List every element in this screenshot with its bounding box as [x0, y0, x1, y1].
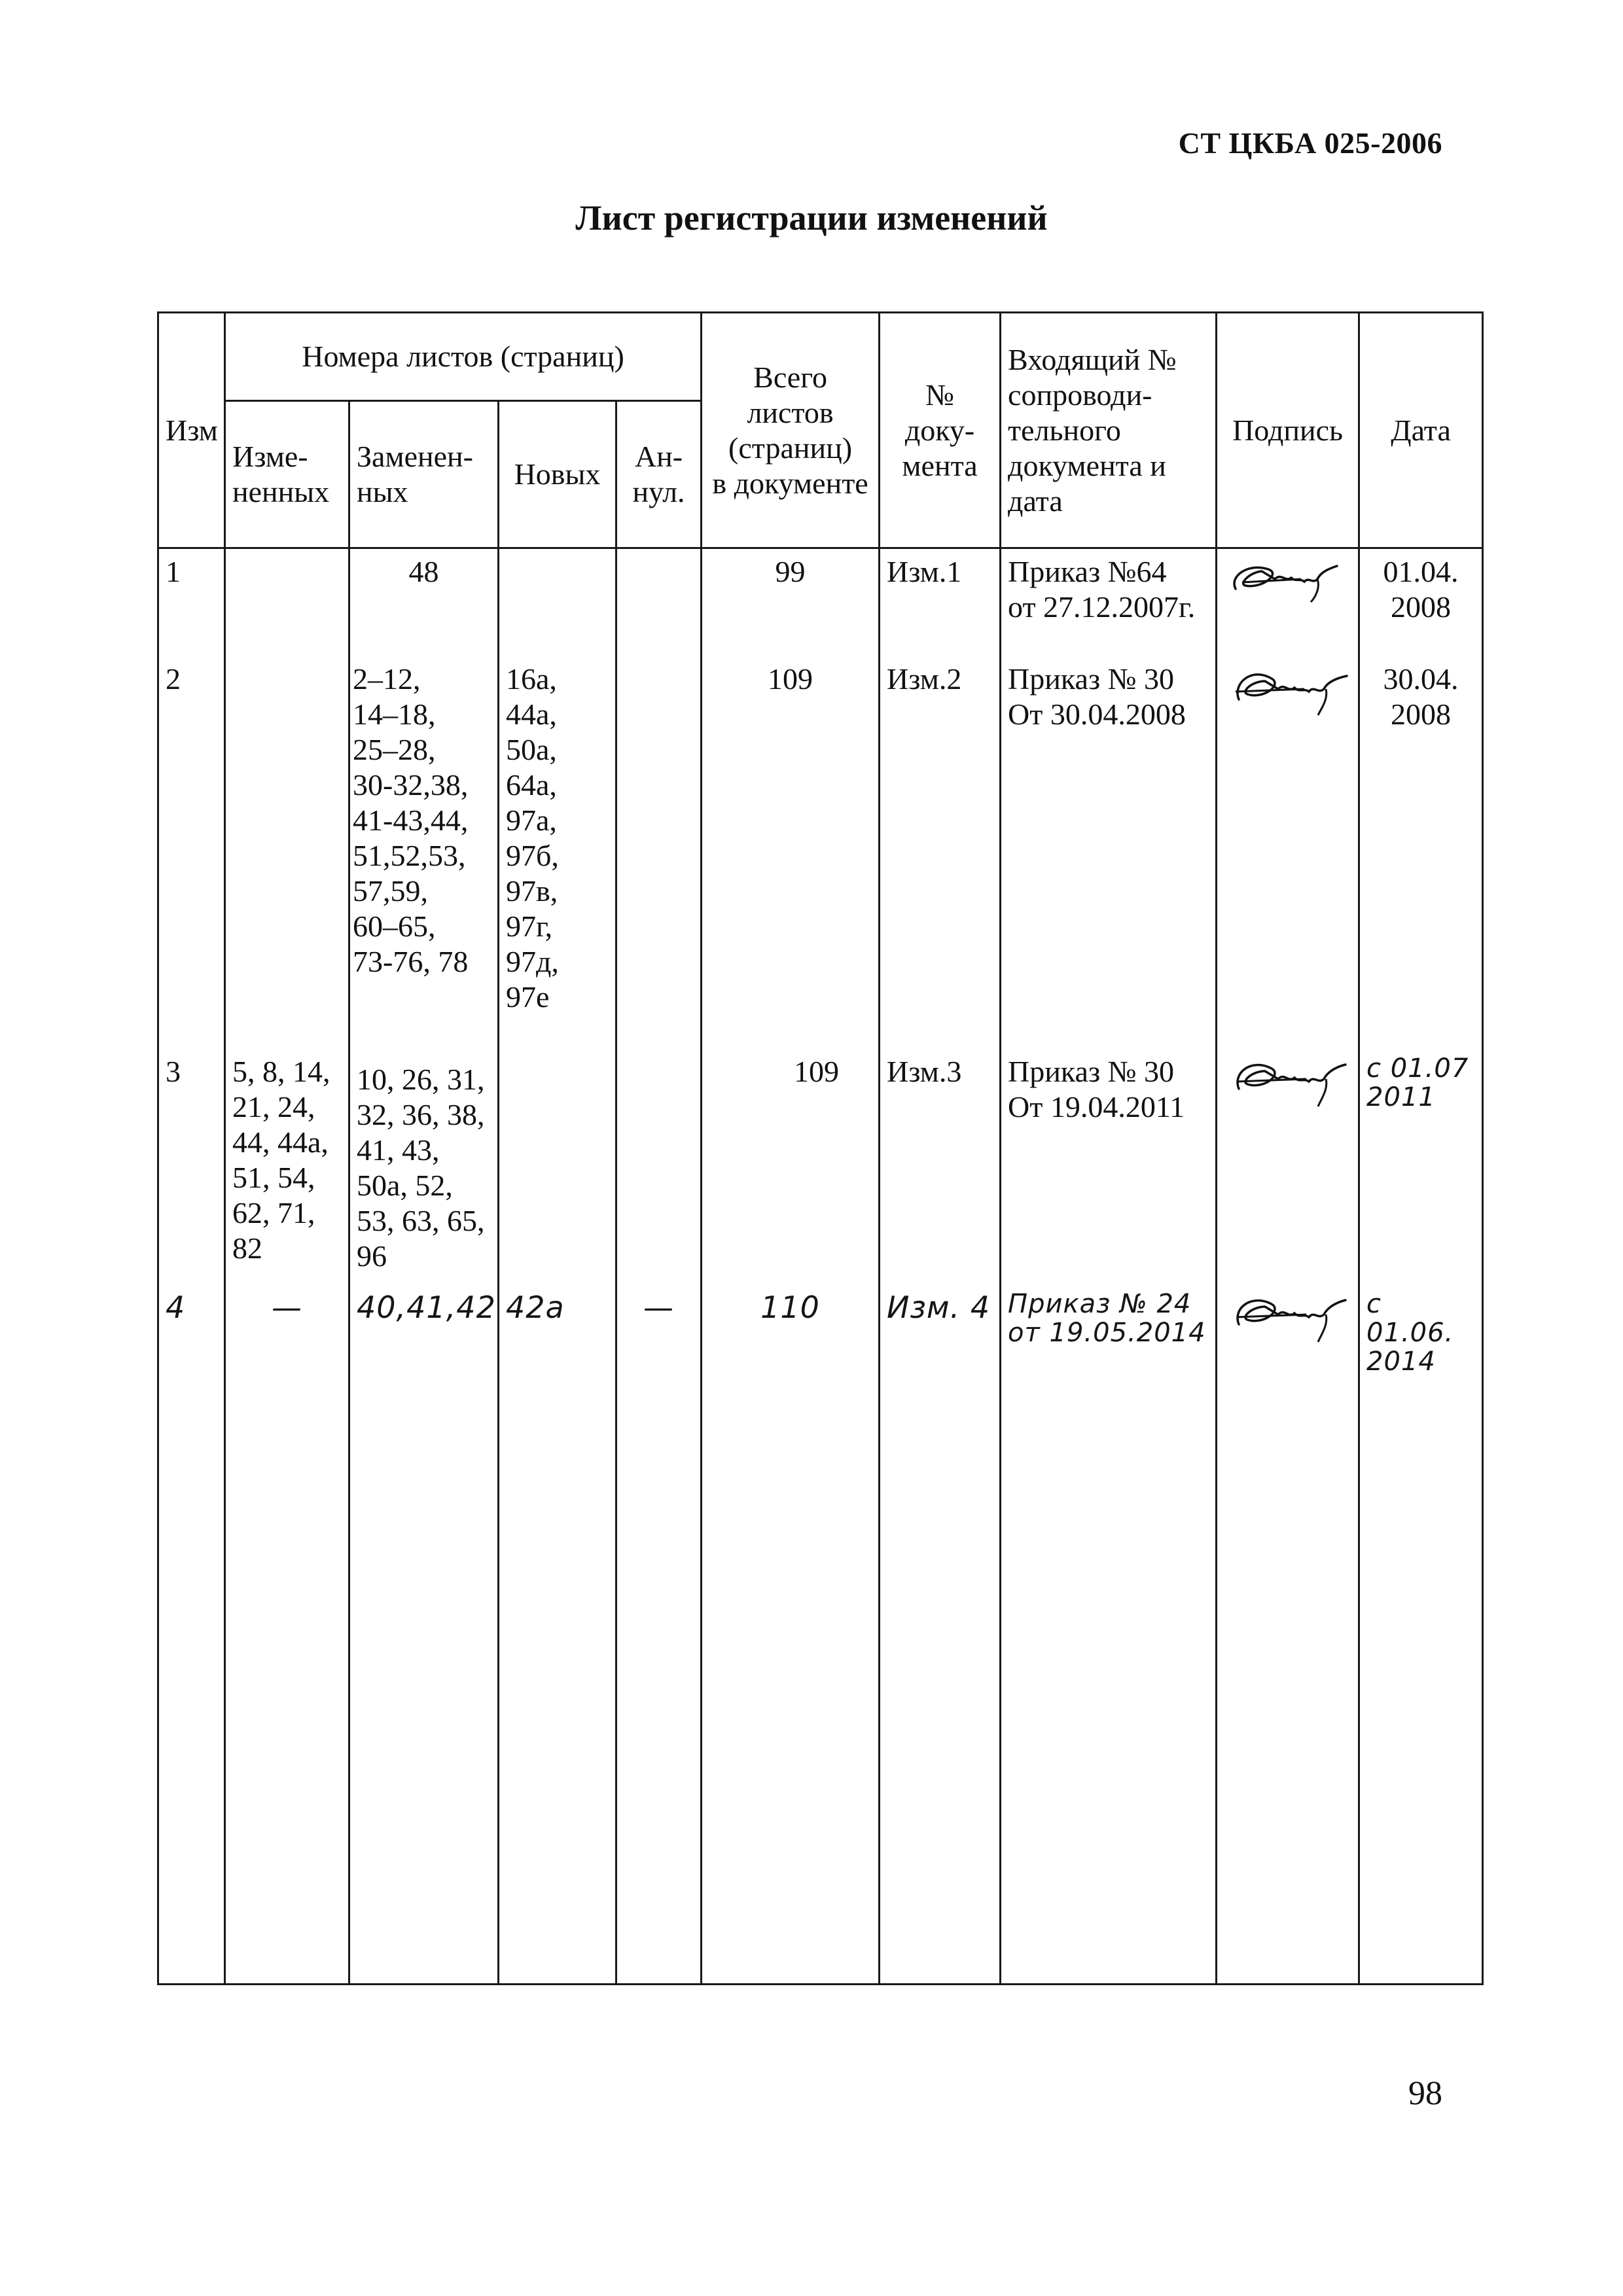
handwritten-signature: [1222, 1053, 1353, 1112]
page-number: 98: [1408, 2075, 1442, 2112]
cell-replaced: 48: [349, 548, 499, 656]
cell-changed: [225, 548, 349, 656]
cell-doc-number: Изм. 4: [880, 1284, 1001, 1985]
cell-incoming-doc: Приказ № 30 От 30.04.2008: [1001, 656, 1217, 1049]
col-header-new: Новых: [499, 401, 616, 548]
cell-changed: —: [225, 1284, 349, 1985]
col-header-signature: Подпись: [1217, 313, 1359, 548]
col-header-sheet-numbers: Номера листов (страниц): [225, 313, 702, 401]
handwritten-signature: [1222, 660, 1353, 719]
document-code: СТ ЦКБА 025-2006: [1178, 126, 1442, 160]
cell-doc-number: Изм.2: [880, 656, 1001, 1049]
cell-annulled: [616, 548, 702, 656]
col-header-annulled: Ан- нул.: [616, 401, 702, 548]
cell-signature: [1217, 548, 1359, 656]
table-row: [158, 1284, 1483, 1985]
col-header-changed: Изме- ненных: [225, 401, 349, 548]
col-header-replaced: Заменен- ных: [349, 401, 499, 548]
cell-annulled: —: [616, 1284, 702, 1985]
cell-incoming-doc: Приказ №64 от 27.12.2007г.: [1001, 548, 1217, 656]
col-header-doc-number: № доку- мента: [880, 313, 1001, 548]
col-header-total-pages: Всего листов (страниц) в документе: [702, 313, 880, 548]
cell-total-pages: 109: [702, 656, 880, 1049]
sheet-title: Лист регистрации изменений: [575, 198, 1048, 238]
cell-izm: 3: [158, 1049, 225, 1284]
cell-annulled: [616, 656, 702, 1049]
cell-izm: 1: [158, 548, 225, 656]
table-row: [158, 1049, 1483, 1284]
cell-changed: [225, 656, 349, 1049]
cell-incoming-doc: Приказ № 30 От 19.04.2011: [1001, 1049, 1217, 1284]
cell-replaced: 10, 26, 31, 32, 36, 38, 41, 43, 50а, 52, 53, 63, 65, 96: [349, 1049, 499, 1284]
col-header-incoming-doc: Входящий № сопроводи- тельного документа и дата: [1001, 313, 1217, 548]
cell-signature: [1217, 656, 1359, 1049]
cell-replaced: 40,41,42: [349, 1284, 499, 1985]
cell-total-pages: 99: [702, 548, 880, 656]
table-row: [158, 656, 1483, 1049]
cell-date: с 01.06. 2014: [1359, 1284, 1483, 1985]
cell-signature: [1217, 1284, 1359, 1985]
cell-signature: [1217, 1049, 1359, 1284]
cell-doc-number: Изм.1: [880, 548, 1001, 656]
handwritten-signature: [1222, 1288, 1353, 1347]
cell-replaced: 2–12, 14–18, 25–28, 30-32,38, 41-43,44, 51,52,53, 57,59, 60–65, 73-76, 78: [349, 656, 499, 1049]
cell-izm: 2: [158, 656, 225, 1049]
handwritten-signature: [1222, 553, 1353, 605]
cell-incoming-doc: Приказ № 24 от 19.05.2014: [1001, 1284, 1217, 1985]
cell-date: с 01.07 2011: [1359, 1049, 1483, 1284]
cell-izm: 4: [158, 1284, 225, 1985]
col-header-izm: Изм: [158, 313, 225, 548]
cell-new: [499, 548, 616, 656]
cell-doc-number: Изм.3: [880, 1049, 1001, 1284]
cell-annulled: [616, 1049, 702, 1284]
col-header-date: Дата: [1359, 313, 1483, 548]
cell-date: 30.04. 2008: [1359, 656, 1483, 1049]
change-registration-table: [157, 311, 1484, 1985]
cell-new: [499, 1049, 616, 1284]
cell-new: 42а: [499, 1284, 616, 1985]
cell-total-pages: 109: [702, 1049, 880, 1284]
cell-changed: 5, 8, 14, 21, 24, 44, 44а, 51, 54, 62, 71, 82: [225, 1049, 349, 1284]
cell-total-pages: 110: [702, 1284, 880, 1985]
table-row: [158, 548, 1483, 656]
cell-date: 01.04. 2008: [1359, 548, 1483, 656]
cell-new: 16а, 44а, 50а, 64а, 97а, 97б, 97в, 97г, 97д, 97е: [499, 656, 616, 1049]
